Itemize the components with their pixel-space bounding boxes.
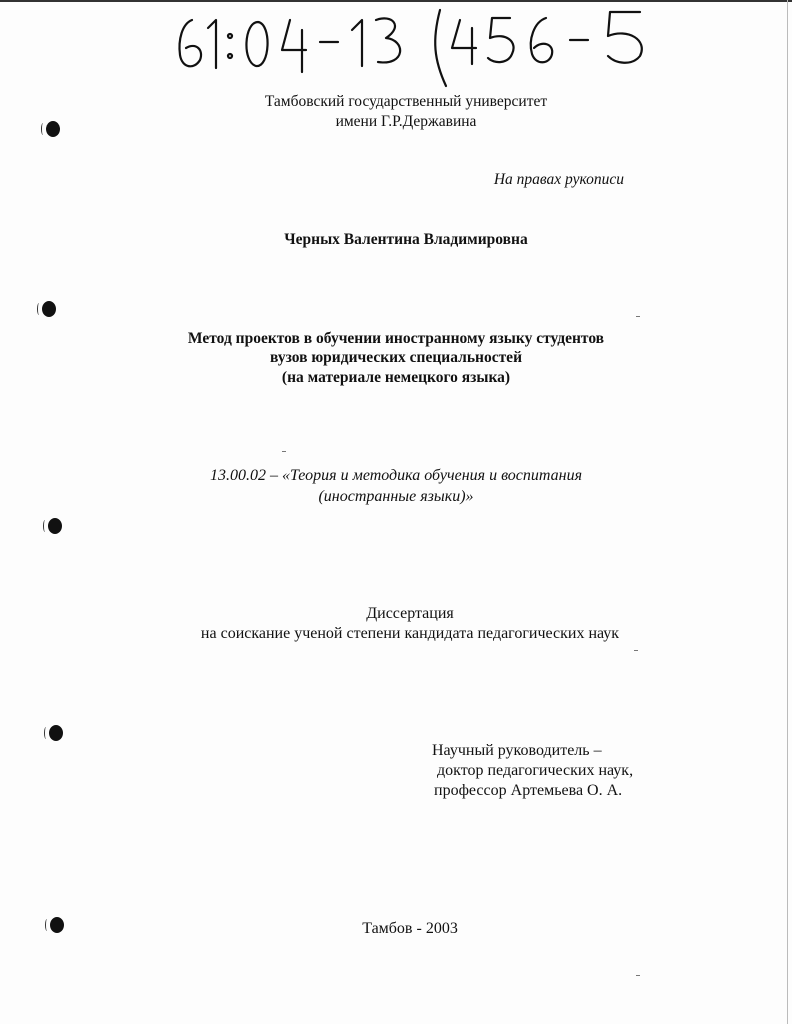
dissertation-degree: на соискание ученой степени кандидата педагогических наук <box>200 625 620 642</box>
scan-speck <box>636 975 640 976</box>
scan-speck <box>636 316 640 317</box>
advisor-role: Научный руководитель – <box>432 742 602 759</box>
punch-hole <box>48 518 62 534</box>
thesis-title-line1: Метод проектов в обучении иностранному языку студентов <box>187 330 605 347</box>
university-name-line2: имени Г.Р.Державина <box>335 113 477 130</box>
author-name: Черных Валентина Владимировна <box>284 231 528 248</box>
handwritten-code-image <box>170 0 670 90</box>
scan-speck <box>282 451 286 452</box>
rights-notice: На правах рукописи <box>493 171 624 188</box>
place-year: Тамбов - 2003 <box>362 920 458 937</box>
punch-hole <box>49 725 63 741</box>
page-right-edge <box>787 0 788 1024</box>
university-name: Тамбовский государственный университет <box>264 93 548 110</box>
thesis-title-line3: (на материале немецкого языка) <box>281 369 511 386</box>
scan-speck <box>634 650 638 651</box>
punch-hole <box>42 301 56 317</box>
dissertation-label: Диссертация <box>366 605 454 622</box>
advisor-degree: доктор педагогических наук, <box>437 762 634 779</box>
advisor-name: профессор Артемьева О. А. <box>434 782 623 799</box>
specialty-line2: (иностранные языки)» <box>318 488 474 505</box>
thesis-title-line2: вузов юридических специальностей <box>270 349 522 366</box>
specialty-line1: 13.00.02 – «Теория и методика обучения и воспитания <box>209 467 583 484</box>
